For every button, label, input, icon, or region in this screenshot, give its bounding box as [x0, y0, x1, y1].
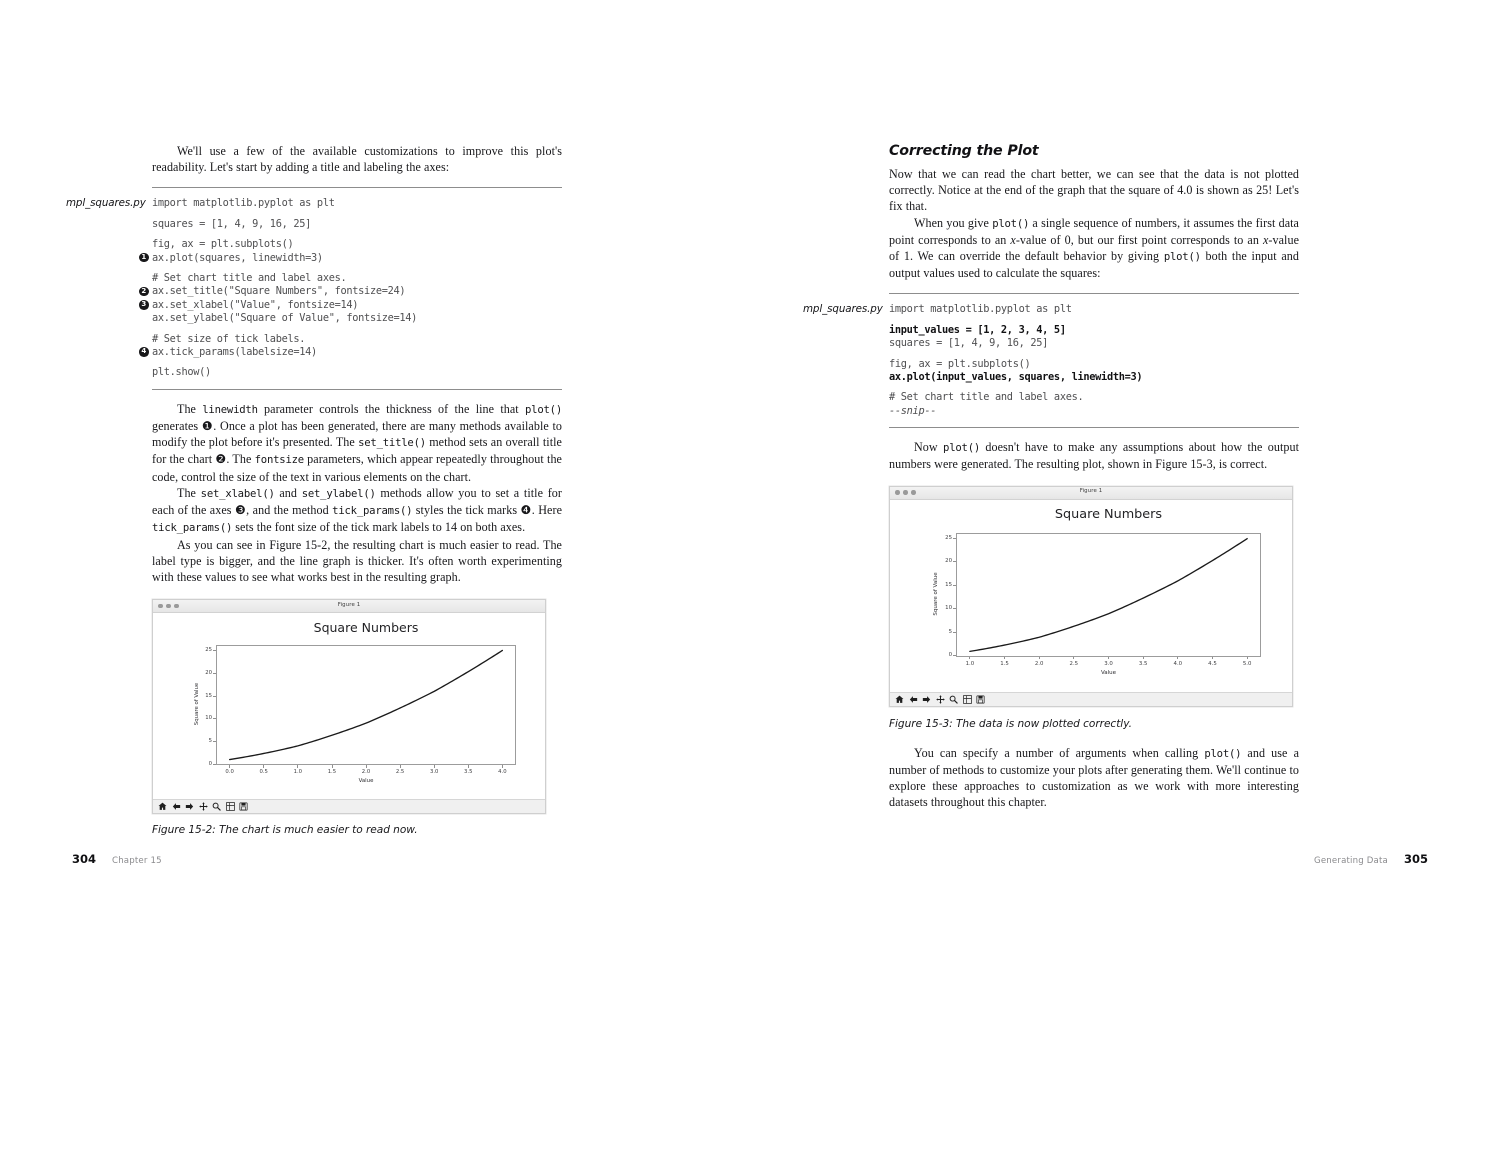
x-tickmark	[1073, 657, 1074, 660]
code-line	[889, 337, 1299, 350]
right-page	[750, 0, 1500, 1159]
x-tick-label: 0.0	[225, 769, 234, 776]
figure-window-15-2[interactable]	[152, 599, 546, 814]
code-text: squares = [1, 4, 9, 16, 25]	[152, 217, 312, 230]
left-folio: 304	[72, 852, 97, 866]
y-tickmark	[953, 632, 956, 633]
listing-rule-bottom	[889, 427, 1299, 428]
forward-arrow-icon[interactable]	[921, 694, 932, 705]
body-paragraph-2: The set_xlabel() and set_ylabel() methods allow you to set a title for each of the axes ❸, and the method tick_params() styles the tick marks ❹. Here tick_params() sets the font size of the tick mark labels to 14 on both axes.	[152, 485, 562, 535]
right-paragraph-2: When you give plot() a single sequence of numbers, it assumes the first data point corresponds to an x-value of 0, but our first point corresponds to an x-value of 1. We can override the default behavior by giving plot() both the input and output values used to calculate the squares:	[889, 215, 1300, 281]
plot-title: Square Numbers	[313, 620, 419, 636]
code-line	[152, 326, 562, 333]
figure-caption-15-3: Figure 15-3: The data is now plotted correctly.	[889, 717, 1132, 730]
code-line	[889, 371, 1299, 384]
y-tick-label: 15	[945, 581, 952, 588]
right-page-footer	[1314, 850, 1428, 880]
code-line	[141, 298, 562, 312]
code-text: fig, ax = plt.subplots()	[889, 357, 1031, 370]
listing-rule-bottom	[152, 389, 562, 390]
right-paragraph-1: Now that we can read the chart better, we can see that the data is not plotted correctly. Notice at the end of the graph that the square of 4.0 is shown as 25! Let's fix that.	[889, 167, 1299, 214]
code-callout-4: 4	[139, 347, 149, 357]
code-text: fig, ax = plt.subplots()	[152, 238, 294, 251]
x-tick-label: 3.0	[1104, 660, 1113, 667]
figure-canvas	[153, 613, 545, 799]
left-runhead: Chapter 15	[112, 856, 162, 866]
x-tick-label: 2.0	[1034, 660, 1044, 667]
back-arrow-icon[interactable]	[908, 694, 919, 705]
left-text-column	[66, 143, 562, 837]
y-tickmark	[953, 585, 956, 586]
code-callout-3: 3	[139, 300, 149, 310]
y-tickmark	[213, 696, 216, 697]
x-tickmark	[229, 765, 230, 768]
x-tick-label: 3.5	[464, 769, 473, 776]
configure-subplots-icon[interactable]	[962, 694, 973, 705]
save-icon[interactable]	[238, 801, 249, 812]
y-tick-label: 5	[208, 738, 212, 745]
code-line	[152, 218, 562, 231]
y-tickmark	[213, 764, 216, 765]
code-line	[152, 238, 562, 251]
inline-code: tick_params()	[152, 522, 233, 535]
code-text: --snip--	[889, 404, 937, 417]
section-heading: Correcting the Plot	[889, 143, 1039, 159]
inline-code: set_ylabel()	[301, 487, 376, 500]
y-tick-label: 25	[205, 647, 212, 654]
code-line	[141, 251, 562, 265]
code-line	[152, 333, 562, 346]
listing-filename-left: mpl_squares.py	[66, 197, 146, 210]
code-listing-right	[803, 293, 1299, 428]
x-tickmark	[1108, 657, 1109, 660]
x-tickmark	[1039, 657, 1040, 660]
x-tick-label: 5.0	[1242, 660, 1252, 667]
x-tick-label: 1.5	[1000, 660, 1009, 667]
code-line	[889, 317, 1299, 324]
inline-code: plot()	[1204, 747, 1242, 760]
figure-caption-15-2: Figure 15-2: The chart is much easier to read now.	[152, 824, 418, 837]
y-tick-label: 25	[945, 534, 952, 541]
configure-subplots-icon[interactable]	[225, 801, 236, 812]
code-line	[152, 272, 562, 285]
inline-code: plot()	[943, 442, 981, 455]
x-tick-label: 2.0	[361, 769, 371, 776]
code-text: import matplotlib.pyplot as plt	[152, 197, 335, 210]
y-axis-label: Square of Value	[194, 683, 200, 726]
inline-code: set_title()	[358, 437, 426, 450]
y-tick-label: 15	[205, 692, 212, 699]
code-line	[152, 366, 562, 379]
code-text: squares = [1, 4, 9, 16, 25]	[889, 337, 1049, 350]
code-line	[152, 265, 562, 272]
figure-window-15-3[interactable]	[889, 486, 1293, 707]
right-folio: 305	[1403, 852, 1428, 866]
figure-toolbar[interactable]	[153, 799, 545, 813]
x-tickmark	[400, 765, 401, 768]
plot-title: Square Numbers	[1054, 506, 1163, 522]
figure-titlebar[interactable]	[890, 487, 1292, 500]
x-tick-label: 4.0	[1173, 660, 1183, 667]
figure-toolbar[interactable]	[890, 692, 1292, 706]
y-tick-label: 0	[208, 760, 212, 767]
y-tick-label: 0	[948, 652, 952, 659]
x-tickmark	[502, 765, 503, 768]
x-tick-label: 4.5	[1208, 660, 1217, 667]
y-tick-label: 20	[205, 670, 212, 676]
x-tickmark	[1004, 657, 1005, 660]
listing-code-right	[889, 294, 1299, 427]
inline-code: set_xlabel()	[200, 487, 275, 500]
code-text: plt.show()	[152, 366, 211, 379]
right-closing-paragraph: You can specify a number of arguments when calling plot() and use a number of methods to customize your plots after generating them. We'll continue to explore these approaches to customization as we work with more interesting datasets throughout this chapter.	[889, 745, 1299, 810]
x-tick-label: 2.5	[395, 769, 405, 776]
code-line	[141, 346, 562, 359]
code-line	[889, 303, 1299, 316]
code-line	[152, 359, 562, 366]
code-callout-2: 2	[139, 287, 149, 297]
code-line	[152, 312, 562, 325]
x-tickmark	[297, 765, 298, 768]
right-paragraph-after-code: Now plot() doesn't have to make any assumptions about how the output numbers were generated. The resulting plot, shown in Figure 15-3, is correct.	[889, 440, 1299, 472]
figure-window-title: Figure 1	[1079, 488, 1103, 495]
left-page-footer	[72, 850, 162, 880]
back-arrow-icon[interactable]	[171, 801, 182, 812]
y-axis-label: Square of Value	[933, 572, 939, 616]
code-line	[889, 384, 1299, 391]
code-text: import matplotlib.pyplot as plt	[889, 303, 1072, 316]
code-text: # Set chart title and label axes.	[152, 272, 347, 285]
inline-code: linewidth	[202, 403, 258, 416]
x-axis-label: Value	[1100, 670, 1117, 677]
home-icon[interactable]	[157, 801, 168, 812]
code-line	[141, 285, 562, 298]
y-tickmark	[953, 608, 956, 609]
y-tick-label: 10	[945, 605, 952, 612]
y-tick-label: 20	[945, 558, 952, 565]
y-tickmark	[213, 650, 216, 651]
inline-code: plot()	[1163, 251, 1201, 264]
save-icon[interactable]	[975, 694, 986, 705]
x-tickmark	[263, 765, 264, 768]
code-text: ax.tick_params(labelsize=14)	[152, 346, 317, 359]
x-tick-label: 0.5	[259, 769, 268, 776]
y-tickmark	[213, 673, 216, 674]
matplotlib-plot	[890, 500, 1292, 692]
x-tick-label: 4.0	[498, 769, 507, 776]
figure-window-title: Figure 1	[337, 601, 361, 608]
code-line	[152, 211, 562, 218]
y-tickmark	[953, 655, 956, 656]
code-text: # Set size of tick labels.	[152, 332, 306, 345]
code-callout-1: 1	[139, 253, 149, 263]
listing-code-left	[141, 188, 562, 388]
code-line	[889, 391, 1299, 404]
inline-code: tick_params()	[332, 505, 413, 518]
x-tickmark	[366, 765, 367, 768]
x-tick-label: 1.0	[965, 660, 975, 667]
zoom-icon[interactable]	[948, 694, 959, 705]
pan-icon[interactable]	[935, 694, 946, 705]
body-paragraph-1: The linewidth parameter controls the thickness of the line that plot() generates ❶. Once a plot has been generated, there are many methods available to modify the plot before it's presented. The set_title() method sets an overall title for the chart ❷. The fontsize parameters, which appear repeatedly throughout the code, control the size of the text in various elements on the chart.	[152, 401, 562, 484]
code-line	[152, 231, 562, 238]
inline-code: fontsize	[254, 454, 304, 467]
x-tickmark	[1247, 657, 1248, 660]
code-line	[889, 351, 1299, 358]
body-paragraph-3: As you can see in Figure 15-2, the resulting chart is much easier to read. The label type is bigger, and the line graph is thicker. It's often worth experimenting with these values to see what works best in the resulting graph.	[152, 537, 562, 584]
y-tickmark	[213, 718, 216, 719]
x-tickmark	[332, 765, 333, 768]
x-tickmark	[434, 765, 435, 768]
x-tick-label: 1.5	[327, 769, 337, 776]
x-tickmark	[969, 657, 970, 660]
inline-code: plot()	[525, 403, 562, 416]
x-tickmark	[1143, 657, 1144, 660]
zoom-icon[interactable]	[211, 801, 222, 812]
code-line	[152, 197, 562, 210]
figure-titlebar[interactable]	[153, 600, 545, 613]
code-text: input_values = [1, 2, 3, 4, 5]	[889, 323, 1066, 336]
code-text: # Set chart title and label axes.	[889, 391, 1084, 404]
inline-code: plot()	[992, 217, 1030, 230]
y-tickmark	[953, 538, 956, 539]
code-text: ax.set_ylabel("Square of Value", fontsize=14)	[152, 312, 418, 325]
home-icon[interactable]	[894, 694, 905, 705]
y-tick-label: 5	[948, 628, 952, 635]
y-tickmark	[953, 561, 956, 562]
intro-paragraph: We'll use a few of the available customizations to improve this plot's readability. Let's start by adding a title and labeling the axes:	[152, 144, 562, 175]
x-tickmark	[468, 765, 469, 768]
right-text-column	[803, 143, 1300, 810]
pan-icon[interactable]	[198, 801, 209, 812]
x-tickmark	[1177, 657, 1178, 660]
code-text: ax.set_title("Square Numbers", fontsize=24)	[152, 285, 406, 298]
code-line	[889, 358, 1299, 371]
code-text: ax.set_xlabel("Value", fontsize=14)	[152, 298, 359, 311]
x-tickmark	[1212, 657, 1213, 660]
figure-canvas	[890, 500, 1292, 692]
x-tick-label: 3.0	[429, 769, 439, 776]
y-tick-label: 10	[205, 715, 212, 722]
x-tick-label: 2.5	[1069, 660, 1079, 667]
x-tick-label: 3.5	[1138, 660, 1148, 667]
code-listing-left	[66, 187, 562, 389]
listing-filename-right: mpl_squares.py	[803, 303, 883, 316]
code-line	[889, 324, 1299, 337]
x-tick-label: 1.0	[293, 769, 303, 776]
code-text: ax.plot(input_values, squares, linewidth=3)	[889, 371, 1143, 384]
forward-arrow-icon[interactable]	[184, 801, 195, 812]
y-tickmark	[213, 741, 216, 742]
x-axis-label: Value	[358, 778, 374, 785]
code-line	[889, 405, 1299, 418]
matplotlib-plot	[153, 613, 545, 799]
right-runhead: Generating Data	[1314, 856, 1388, 866]
code-text: ax.plot(squares, linewidth=3)	[152, 251, 323, 264]
